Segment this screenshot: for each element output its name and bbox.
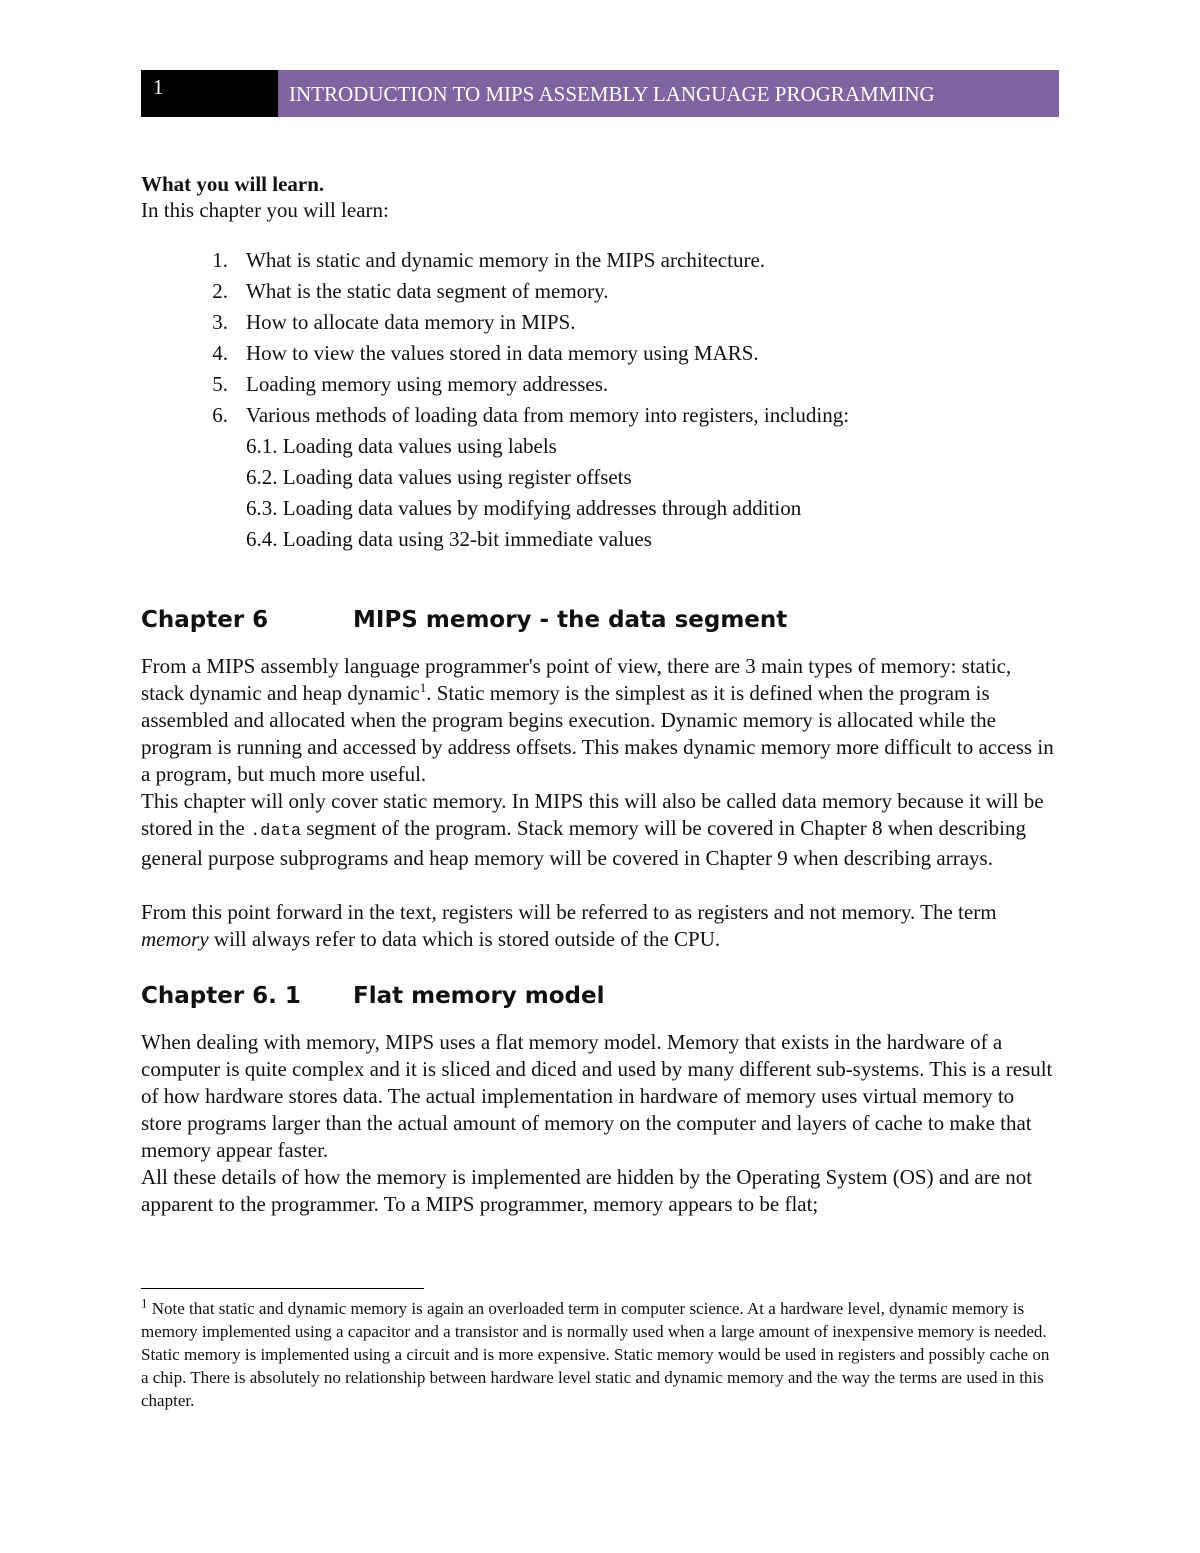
- emphasis: memory: [141, 927, 209, 951]
- chapter-6-1-paragraph-1: When dealing with memory, MIPS uses a flat memory model. Memory that exists in the hardware of a computer is quite complex and it is sliced and diced and used by many different sub-systems. This is a result of how hardware stores data. The actual implementation in hardware of memory uses virtual memory to store programs larger than the actual amount of memory on the computer and layers of cache to make that memory appear faster.: [141, 1030, 1053, 1162]
- page-header: [141, 70, 1059, 117]
- page-number: 1: [141, 70, 278, 117]
- chapter-number: Chapter 6. 1: [141, 983, 301, 1009]
- list-item: [141, 369, 1059, 400]
- page-content: [141, 171, 1059, 1218]
- footnote-marker: 1: [141, 1295, 148, 1311]
- item-text: What is the static data segment of memory.: [246, 279, 609, 303]
- running-title: INTRODUCTION TO MIPS ASSEMBLY LANGUAGE PROGRAMMING: [278, 70, 1059, 117]
- item-text: Loading memory using memory addresses.: [246, 372, 609, 396]
- inline-code: .data: [250, 822, 302, 841]
- sub-list-item: 6.2. Loading data values using register offsets: [246, 465, 632, 489]
- chapter-6-paragraph-1: From a MIPS assembly language programmer's point of view, there are 3 main types of memory: static, stack dynamic and heap dynamic$^1$. Static memory is the simplest as it is defined when the program is assembled and allocated when the program begins execution. Dynamic memory is allocated while the program is running and accessed by address offsets. This makes dynamic memory more difficult to access in a program, but much more useful.: [141, 654, 1054, 786]
- sub-list-item: 6.3. Loading data values by modifying addresses through addition: [246, 496, 802, 520]
- chapter-title: MIPS memory - the data segment: [353, 607, 788, 633]
- item-text: Various methods of loading data from memory into registers, including:: [246, 403, 850, 427]
- learn-list: [141, 245, 1059, 431]
- item-number: 5.: [212, 372, 228, 396]
- chapter-6-paragraph-3: From this point forward in the text, registers will be referred to as registers and not memory. The term memory will always refer to data which is stored outside of the CPU.: [141, 900, 997, 951]
- footnote-text: Note that static and dynamic memory is again an overloaded term in computer science. At a hardware level, dynamic memory is memory implemented using a capacitor and a transistor and is normally used when a large amount of inexpensive memory is needed. Static memory is implemented using a circuit and is more expensive. Static memory would be used in registers and possibly cache on a chip. There is absolutely no relationship between hardware level static and dynamic memory and the way the terms are used in this chapter.: [141, 1299, 1050, 1410]
- chapter-number: Chapter 6: [141, 607, 269, 633]
- list-item: [141, 276, 1059, 307]
- sub-list-item: 6.1. Loading data values using labels: [246, 434, 557, 458]
- list-item: [141, 400, 1059, 431]
- list-item: [141, 338, 1059, 369]
- chapter-6-1-heading: [141, 983, 1059, 1009]
- item-number: 2.: [212, 279, 228, 303]
- footnote: [141, 1297, 1059, 1412]
- chapter-6-1-paragraph-2: All these details of how the memory is implemented are hidden by the Operating System (OS) and are not apparent to the programmer. To a MIPS programmer, memory appears to be flat;: [141, 1165, 1033, 1216]
- learn-lead: In this chapter you will learn:: [141, 198, 389, 222]
- item-text: How to view the values stored in data memory using MARS.: [246, 341, 759, 365]
- footnote-divider: [141, 1288, 424, 1289]
- item-number: 4.: [212, 341, 228, 365]
- item-number: 6.: [212, 403, 228, 427]
- chapter-6-paragraph-2: This chapter will only cover static memory. In MIPS this will also be called data memory because it will be stored in the .data segment of the program. Stack memory will be covered in Chapter 8 when describing general purpose subprograms and heap memory will be covered in Chapter 9 when describing arrays.: [141, 789, 1044, 870]
- item-text: How to allocate data memory in MIPS.: [246, 310, 576, 334]
- list-item: [141, 245, 1059, 276]
- item-text: What is static and dynamic memory in the MIPS architecture.: [246, 248, 766, 272]
- chapter-6-heading: [141, 607, 1059, 633]
- item-number: 3.: [212, 310, 228, 334]
- list-item: [141, 307, 1059, 338]
- learn-sublist: [141, 431, 1059, 555]
- footnote-ref[interactable]: 1: [419, 680, 427, 695]
- chapter-title: Flat memory model: [353, 983, 605, 1009]
- learn-heading: What you will learn.: [141, 172, 325, 196]
- item-number: 1.: [212, 248, 228, 272]
- sub-list-item: 6.4. Loading data using 32-bit immediate values: [246, 527, 652, 551]
